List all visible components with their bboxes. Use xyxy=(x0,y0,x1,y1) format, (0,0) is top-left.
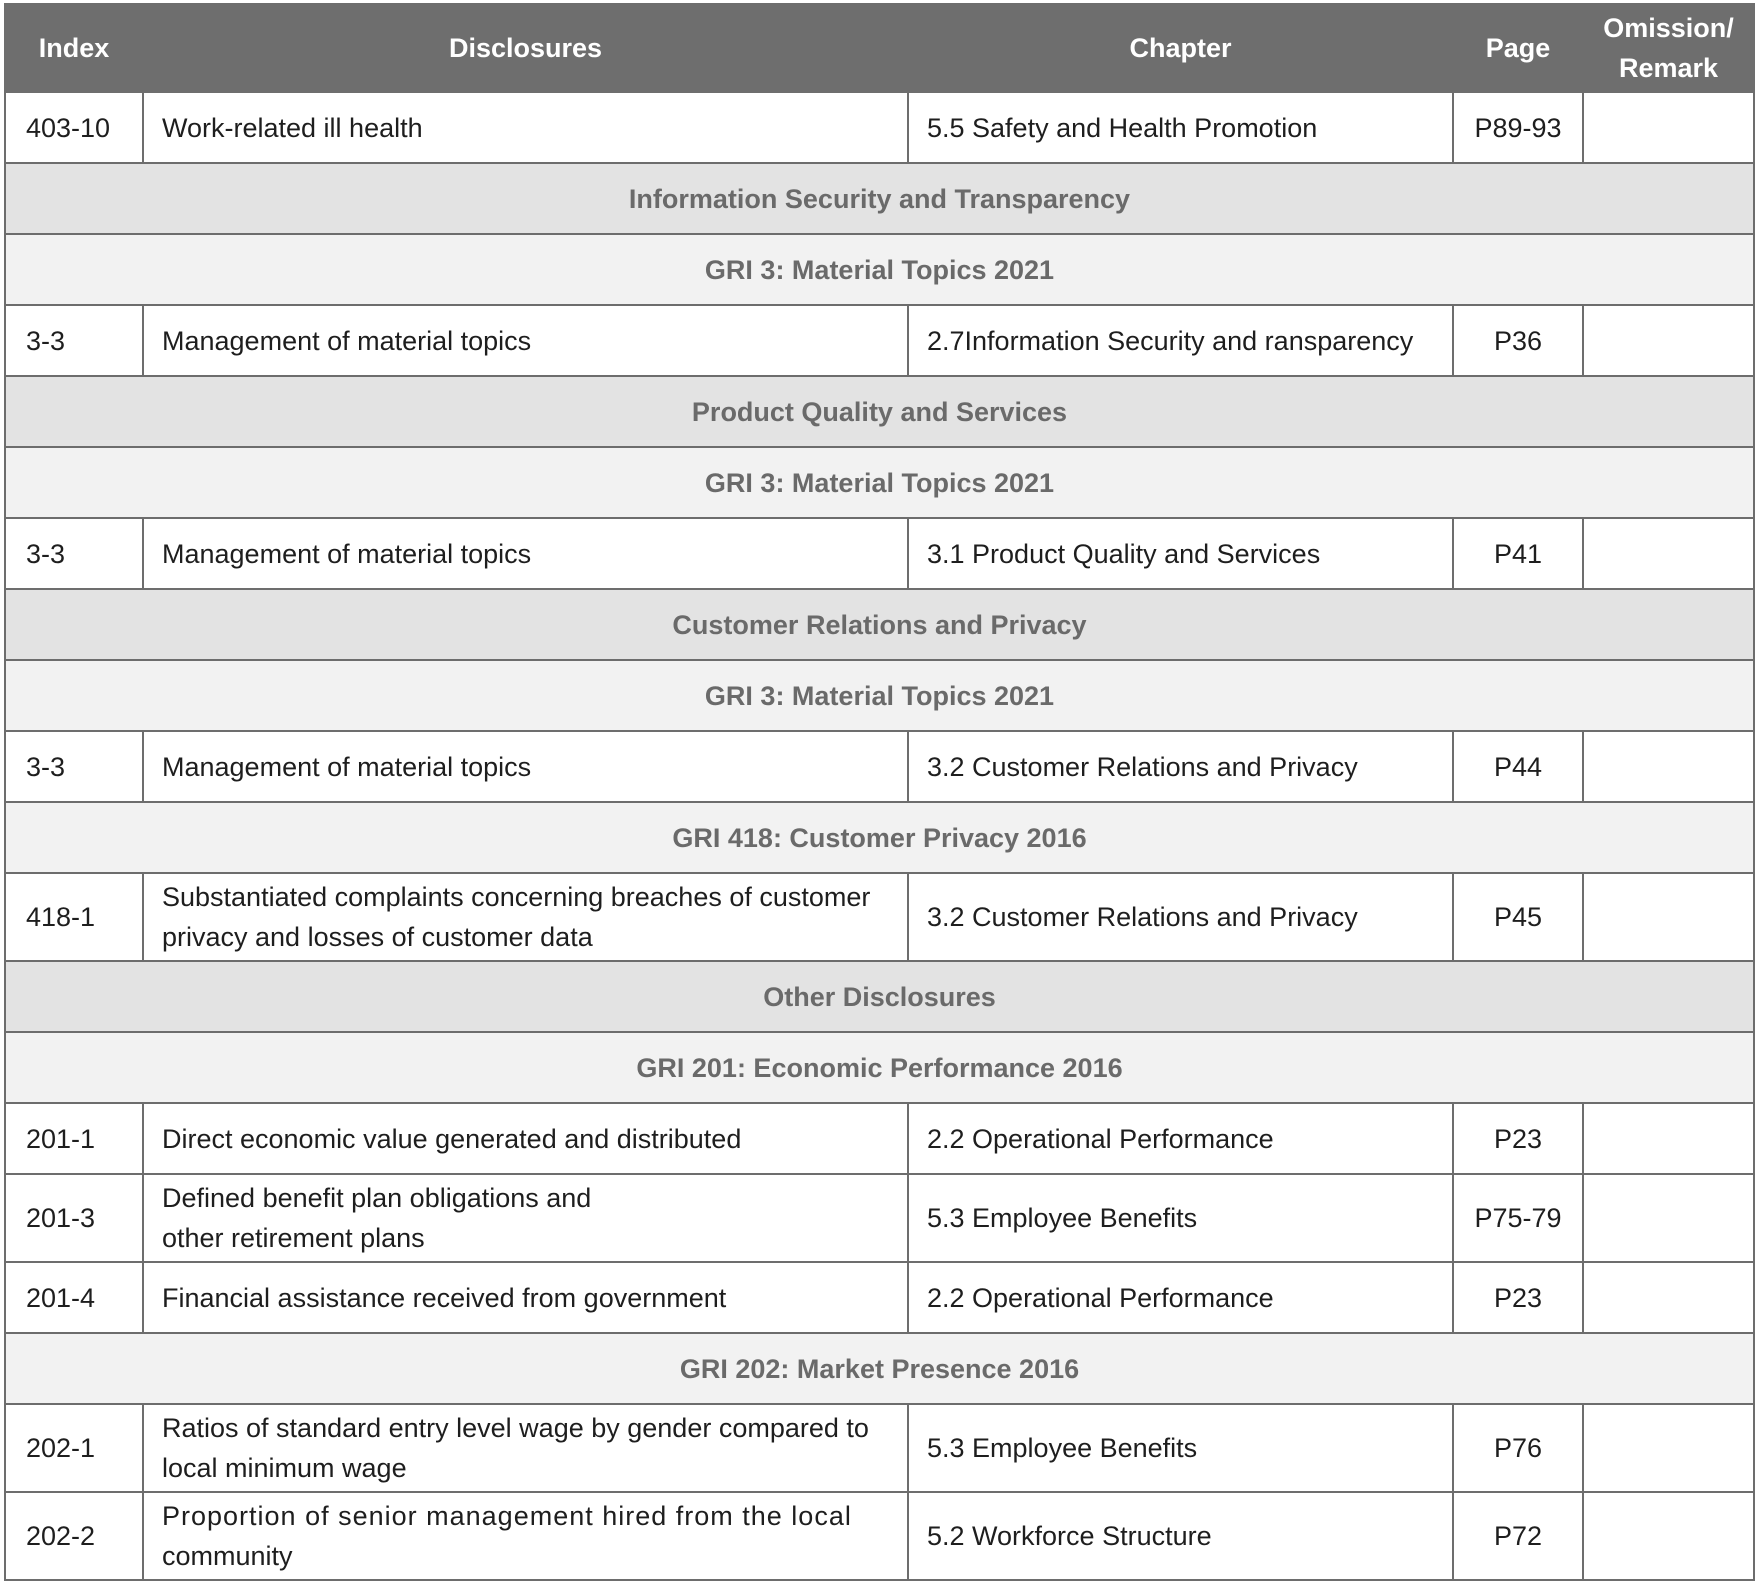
category-title: Customer Relations and Privacy xyxy=(5,589,1754,660)
header-page: Page xyxy=(1453,4,1583,92)
disclosure-cell: Substantiated complaints concerning breaches of customer privacy and losses of customer data xyxy=(143,873,908,961)
disclosure-cell: Work-related ill health xyxy=(143,92,908,163)
disclosure-cell: Management of material topics xyxy=(143,731,908,802)
index-cell: 202-2 xyxy=(5,1492,143,1580)
header-omission-remark: Omission/ Remark xyxy=(1583,4,1754,92)
table-row xyxy=(5,873,1754,961)
header-chapter: Chapter xyxy=(908,4,1453,92)
standard-title: GRI 201: Economic Performance 2016 xyxy=(5,1032,1754,1103)
table-row xyxy=(5,305,1754,376)
standard-title: GRI 3: Material Topics 2021 xyxy=(5,234,1754,305)
table-row xyxy=(5,1103,1754,1174)
standard-row xyxy=(5,234,1754,305)
page-cell: P89-93 xyxy=(1453,92,1583,163)
table-row xyxy=(5,1404,1754,1492)
index-cell: 3-3 xyxy=(5,305,143,376)
disclosure-cell: Financial assistance received from government xyxy=(143,1262,908,1333)
disclosure-cell: Direct economic value generated and distributed xyxy=(143,1103,908,1174)
category-title: Other Disclosures xyxy=(5,961,1754,1032)
chapter-cell: 2.2 Operational Performance xyxy=(908,1103,1453,1174)
page-cell: P23 xyxy=(1453,1262,1583,1333)
disclosure-cell: Management of material topics xyxy=(143,518,908,589)
page-cell: P72 xyxy=(1453,1492,1583,1580)
disclosure-cell: Proportion of senior management hired from the local community xyxy=(143,1492,908,1580)
index-cell: 3-3 xyxy=(5,518,143,589)
category-title: Product Quality and Services xyxy=(5,376,1754,447)
remark-cell xyxy=(1583,305,1754,376)
disclosure-cell: Defined benefit plan obligations and other retirement plans xyxy=(143,1174,908,1262)
category-row xyxy=(5,376,1754,447)
chapter-cell: 3.2 Customer Relations and Privacy xyxy=(908,731,1453,802)
standard-title: GRI 3: Material Topics 2021 xyxy=(5,447,1754,518)
remark-cell xyxy=(1583,1262,1754,1333)
header-index: Index xyxy=(5,4,143,92)
chapter-cell: 2.2 Operational Performance xyxy=(908,1262,1453,1333)
standard-title: GRI 3: Material Topics 2021 xyxy=(5,660,1754,731)
page-cell: P45 xyxy=(1453,873,1583,961)
standard-row xyxy=(5,1333,1754,1404)
page-cell: P75-79 xyxy=(1453,1174,1583,1262)
gri-index-table xyxy=(4,3,1755,1581)
table-row xyxy=(5,1262,1754,1333)
standard-row xyxy=(5,1032,1754,1103)
remark-cell xyxy=(1583,518,1754,589)
standard-title: GRI 202: Market Presence 2016 xyxy=(5,1333,1754,1404)
chapter-cell: 5.5 Safety and Health Promotion xyxy=(908,92,1453,163)
category-title: Information Security and Transparency xyxy=(5,163,1754,234)
table-row xyxy=(5,1492,1754,1580)
page-cell: P41 xyxy=(1453,518,1583,589)
chapter-cell: 5.2 Workforce Structure xyxy=(908,1492,1453,1580)
standard-row xyxy=(5,802,1754,873)
chapter-cell: 5.3 Employee Benefits xyxy=(908,1174,1453,1262)
remark-cell xyxy=(1583,1174,1754,1262)
page-cell: P44 xyxy=(1453,731,1583,802)
page-cell: P36 xyxy=(1453,305,1583,376)
table-row xyxy=(5,731,1754,802)
table-body xyxy=(5,92,1754,1580)
remark-cell xyxy=(1583,1404,1754,1492)
remark-cell xyxy=(1583,731,1754,802)
table-row xyxy=(5,92,1754,163)
index-cell: 201-3 xyxy=(5,1174,143,1262)
page-cell: P76 xyxy=(1453,1404,1583,1492)
index-cell: 201-1 xyxy=(5,1103,143,1174)
remark-cell xyxy=(1583,1103,1754,1174)
remark-cell xyxy=(1583,873,1754,961)
chapter-cell: 3.2 Customer Relations and Privacy xyxy=(908,873,1453,961)
index-cell: 202-1 xyxy=(5,1404,143,1492)
remark-cell xyxy=(1583,1492,1754,1580)
chapter-cell: 5.3 Employee Benefits xyxy=(908,1404,1453,1492)
chapter-cell: 3.1 Product Quality and Services xyxy=(908,518,1453,589)
category-row xyxy=(5,163,1754,234)
disclosure-cell: Ratios of standard entry level wage by gender compared to local minimum wage xyxy=(143,1404,908,1492)
disclosure-cell: Management of material topics xyxy=(143,305,908,376)
table-row xyxy=(5,518,1754,589)
standard-title: GRI 418: Customer Privacy 2016 xyxy=(5,802,1754,873)
standard-row xyxy=(5,447,1754,518)
standard-row xyxy=(5,660,1754,731)
index-cell: 201-4 xyxy=(5,1262,143,1333)
remark-cell xyxy=(1583,92,1754,163)
index-cell: 3-3 xyxy=(5,731,143,802)
index-cell: 403-10 xyxy=(5,92,143,163)
header-disclosures: Disclosures xyxy=(143,4,908,92)
page-cell: P23 xyxy=(1453,1103,1583,1174)
table-header xyxy=(5,4,1754,92)
category-row xyxy=(5,961,1754,1032)
gri-content-index xyxy=(4,3,1753,1581)
table-row xyxy=(5,1174,1754,1262)
category-row xyxy=(5,589,1754,660)
index-cell: 418-1 xyxy=(5,873,143,961)
chapter-cell: 2.7Information Security and ransparency xyxy=(908,305,1453,376)
